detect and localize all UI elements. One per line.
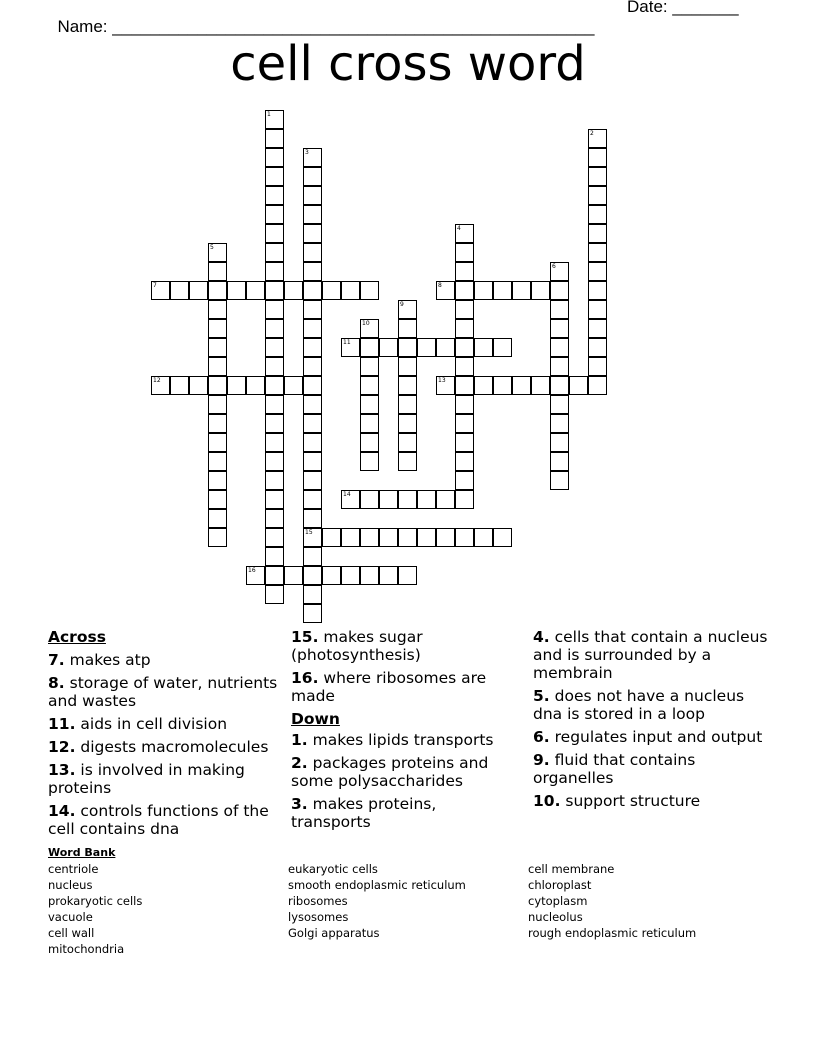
grid-cell[interactable] xyxy=(303,528,322,547)
grid-cell[interactable] xyxy=(303,585,322,604)
grid-cell[interactable] xyxy=(208,357,227,376)
grid-cell[interactable] xyxy=(265,528,284,547)
grid-cell[interactable] xyxy=(208,490,227,509)
grid-cell[interactable] xyxy=(455,319,474,338)
grid-cell[interactable] xyxy=(208,300,227,319)
word-bank-item: lysosomes xyxy=(288,910,349,924)
grid-cell[interactable] xyxy=(208,414,227,433)
grid-cell[interactable] xyxy=(398,395,417,414)
grid-cell[interactable] xyxy=(303,319,322,338)
grid-cell[interactable] xyxy=(588,357,607,376)
clue-down-6: 6. regulates input and output xyxy=(533,728,763,746)
grid-cell[interactable] xyxy=(398,452,417,471)
grid-cell[interactable] xyxy=(170,376,189,395)
grid-cell[interactable] xyxy=(550,262,569,281)
grid-cell[interactable] xyxy=(398,300,417,319)
across-heading: Across xyxy=(48,628,106,646)
word-bank-item: rough endoplasmic reticulum xyxy=(528,926,697,940)
grid-cell[interactable] xyxy=(512,281,531,300)
grid-cell[interactable] xyxy=(265,566,284,585)
grid-cell[interactable] xyxy=(303,547,322,566)
grid-cell[interactable] xyxy=(303,604,322,623)
grid-cell[interactable] xyxy=(455,376,474,395)
grid-cell[interactable] xyxy=(246,376,265,395)
clue-down-5: 5. does not have a nucleus dna is stored in a loop xyxy=(533,687,745,723)
grid-cell[interactable] xyxy=(265,414,284,433)
word-bank-item: cytoplasm xyxy=(528,894,588,908)
clues-column-3 xyxy=(533,628,773,815)
grid-cell[interactable] xyxy=(208,319,227,338)
grid-cell[interactable] xyxy=(170,281,189,300)
grid-cell[interactable] xyxy=(379,528,398,547)
grid-cell[interactable] xyxy=(455,471,474,490)
grid-cell[interactable] xyxy=(455,452,474,471)
grid-cell[interactable] xyxy=(303,262,322,281)
word-bank-item: nucleolus xyxy=(528,910,583,924)
grid-clue-number: 13 xyxy=(438,377,446,384)
grid-cell[interactable] xyxy=(208,433,227,452)
clue-down-4: 4. cells that contain a nucleus and is surrounded by a membrain xyxy=(533,628,768,682)
grid-cell[interactable] xyxy=(360,319,379,338)
word-bank-item: vacuole xyxy=(48,910,93,924)
word-bank-item: smooth endoplasmic reticulum xyxy=(288,878,466,892)
grid-cell[interactable] xyxy=(265,585,284,604)
grid-clue-number: 10 xyxy=(362,320,370,327)
grid-cell[interactable] xyxy=(455,395,474,414)
grid-cell[interactable] xyxy=(398,490,417,509)
grid-clue-number: 9 xyxy=(400,301,404,308)
grid-cell[interactable] xyxy=(208,262,227,281)
grid-cell[interactable] xyxy=(588,167,607,186)
clue-across-11: 11. aids in cell division xyxy=(48,715,228,733)
grid-cell[interactable] xyxy=(379,490,398,509)
grid-cell[interactable] xyxy=(151,281,170,300)
grid-cell[interactable] xyxy=(341,338,360,357)
grid-cell[interactable] xyxy=(550,471,569,490)
grid-clue-number: 1 xyxy=(267,111,271,118)
grid-cell[interactable] xyxy=(265,357,284,376)
grid-cell[interactable] xyxy=(550,376,569,395)
grid-cell[interactable] xyxy=(303,490,322,509)
grid-cell[interactable] xyxy=(531,376,550,395)
grid-cell[interactable] xyxy=(493,338,512,357)
grid-cell[interactable] xyxy=(265,509,284,528)
grid-cell[interactable] xyxy=(303,357,322,376)
grid-cell[interactable] xyxy=(417,338,436,357)
grid-cell[interactable] xyxy=(189,376,208,395)
grid-cell[interactable] xyxy=(303,205,322,224)
word-bank-title: Word Bank xyxy=(48,846,116,859)
grid-cell[interactable] xyxy=(455,528,474,547)
grid-cell[interactable] xyxy=(265,319,284,338)
grid-cell[interactable] xyxy=(398,319,417,338)
grid-cell[interactable] xyxy=(493,376,512,395)
grid-cell[interactable] xyxy=(360,281,379,300)
clues-column-1 xyxy=(48,628,280,843)
grid-cell[interactable] xyxy=(398,376,417,395)
grid-cell[interactable] xyxy=(417,528,436,547)
grid-cell[interactable] xyxy=(455,490,474,509)
grid-cell[interactable] xyxy=(208,452,227,471)
grid-cell[interactable] xyxy=(360,490,379,509)
grid-cell[interactable] xyxy=(265,395,284,414)
clue-across-14: 14. controls functions of the cell contains dna xyxy=(48,802,269,838)
word-bank-item: Golgi apparatus xyxy=(288,926,380,940)
word-bank-item: nucleus xyxy=(48,878,93,892)
grid-cell[interactable] xyxy=(455,300,474,319)
grid-cell[interactable] xyxy=(265,262,284,281)
grid-cell[interactable] xyxy=(588,319,607,338)
clues-column-2 xyxy=(291,628,516,836)
word-bank-column-3 xyxy=(528,861,696,941)
grid-cell[interactable] xyxy=(474,338,493,357)
grid-cell[interactable] xyxy=(550,433,569,452)
clue-across-12: 12. digests macromolecules xyxy=(48,738,269,756)
grid-cell[interactable] xyxy=(455,433,474,452)
grid-cell[interactable] xyxy=(341,566,360,585)
grid-cell[interactable] xyxy=(398,528,417,547)
grid-cell[interactable] xyxy=(303,471,322,490)
grid-cell[interactable] xyxy=(398,566,417,585)
grid-clue-number: 5 xyxy=(210,244,214,251)
grid-cell[interactable] xyxy=(436,528,455,547)
grid-cell[interactable] xyxy=(227,281,246,300)
grid-cell[interactable] xyxy=(341,490,360,509)
clue-down-10: 10. support structure xyxy=(533,792,701,810)
grid-cell[interactable] xyxy=(569,376,588,395)
grid-cell[interactable] xyxy=(398,414,417,433)
down-heading: Down xyxy=(291,710,340,728)
grid-clue-number: 6 xyxy=(552,263,556,270)
grid-cell[interactable] xyxy=(265,433,284,452)
grid-cell[interactable] xyxy=(550,414,569,433)
grid-cell[interactable] xyxy=(303,452,322,471)
grid-cell[interactable] xyxy=(303,148,322,167)
grid-cell[interactable] xyxy=(360,433,379,452)
grid-cell[interactable] xyxy=(512,376,531,395)
grid-cell[interactable] xyxy=(284,376,303,395)
grid-cell[interactable] xyxy=(265,167,284,186)
grid-cell[interactable] xyxy=(455,243,474,262)
name-field-label: Name: ___________________________________________________ xyxy=(57,17,595,36)
grid-cell[interactable] xyxy=(341,528,360,547)
grid-cell[interactable] xyxy=(284,566,303,585)
word-bank-column-2 xyxy=(288,861,466,941)
grid-cell[interactable] xyxy=(379,566,398,585)
grid-cell[interactable] xyxy=(550,319,569,338)
grid-cell[interactable] xyxy=(303,509,322,528)
grid-cell[interactable] xyxy=(303,186,322,205)
grid-cell[interactable] xyxy=(588,376,607,395)
grid-cell[interactable] xyxy=(360,414,379,433)
grid-cell[interactable] xyxy=(208,376,227,395)
grid-cell[interactable] xyxy=(322,528,341,547)
grid-clue-number: 11 xyxy=(343,339,351,346)
word-bank-column-1 xyxy=(48,845,142,957)
grid-cell[interactable] xyxy=(550,452,569,471)
grid-cell[interactable] xyxy=(341,281,360,300)
word-bank-item: cell membrane xyxy=(528,862,615,876)
grid-cell[interactable] xyxy=(455,224,474,243)
grid-cell[interactable] xyxy=(303,243,322,262)
grid-cell[interactable] xyxy=(246,281,265,300)
grid-cell[interactable] xyxy=(588,338,607,357)
grid-cell[interactable] xyxy=(360,357,379,376)
grid-cell[interactable] xyxy=(284,281,303,300)
word-bank-item: chloroplast xyxy=(528,878,592,892)
word-bank-item: cell wall xyxy=(48,926,95,940)
grid-cell[interactable] xyxy=(360,395,379,414)
grid-cell[interactable] xyxy=(455,357,474,376)
grid-cell[interactable] xyxy=(550,281,569,300)
grid-cell[interactable] xyxy=(436,490,455,509)
grid-cell[interactable] xyxy=(588,243,607,262)
grid-cell[interactable] xyxy=(360,452,379,471)
grid-cell[interactable] xyxy=(303,395,322,414)
clue-across-8: 8. storage of water, nutrients and wastes xyxy=(48,674,278,710)
grid-cell[interactable] xyxy=(360,338,379,357)
grid-cell[interactable] xyxy=(265,452,284,471)
grid-clue-number: 14 xyxy=(343,491,351,498)
grid-cell[interactable] xyxy=(550,357,569,376)
grid-cell[interactable] xyxy=(303,300,322,319)
grid-clue-number: 4 xyxy=(457,225,461,232)
clue-across-13: 13. is involved in making proteins xyxy=(48,761,245,797)
grid-cell[interactable] xyxy=(550,300,569,319)
grid-cell[interactable] xyxy=(474,281,493,300)
grid-cell[interactable] xyxy=(303,566,322,585)
grid-cell[interactable] xyxy=(588,148,607,167)
grid-cell[interactable] xyxy=(455,338,474,357)
grid-cell[interactable] xyxy=(588,205,607,224)
grid-cell[interactable] xyxy=(303,281,322,300)
grid-clue-number: 8 xyxy=(438,282,442,289)
grid-cell[interactable] xyxy=(436,338,455,357)
grid-cell[interactable] xyxy=(303,224,322,243)
grid-clue-number: 12 xyxy=(153,377,161,384)
grid-cell[interactable] xyxy=(265,243,284,262)
grid-cell[interactable] xyxy=(303,433,322,452)
grid-cell[interactable] xyxy=(303,414,322,433)
grid-cell[interactable] xyxy=(493,528,512,547)
grid-cell[interactable] xyxy=(436,281,455,300)
grid-cell[interactable] xyxy=(265,547,284,566)
grid-cell[interactable] xyxy=(360,566,379,585)
grid-cell[interactable] xyxy=(265,205,284,224)
grid-cell[interactable] xyxy=(265,186,284,205)
grid-cell[interactable] xyxy=(208,471,227,490)
grid-clue-number: 15 xyxy=(305,529,313,536)
grid-cell[interactable] xyxy=(398,433,417,452)
grid-clue-number: 7 xyxy=(153,282,157,289)
grid-cell[interactable] xyxy=(265,300,284,319)
grid-cell[interactable] xyxy=(265,376,284,395)
grid-cell[interactable] xyxy=(455,414,474,433)
grid-cell[interactable] xyxy=(246,566,265,585)
grid-clue-number: 2 xyxy=(590,130,594,137)
puzzle-title: cell cross word xyxy=(230,36,586,92)
grid-cell[interactable] xyxy=(208,509,227,528)
clue-across-7: 7. makes atp xyxy=(48,651,151,669)
grid-cell[interactable] xyxy=(588,129,607,148)
word-bank-item: mitochondria xyxy=(48,942,125,956)
grid-cell[interactable] xyxy=(265,129,284,148)
grid-cell[interactable] xyxy=(588,262,607,281)
grid-cell[interactable] xyxy=(360,528,379,547)
clue-down-3: 3. makes proteins, transports xyxy=(291,795,437,831)
grid-cell[interactable] xyxy=(208,528,227,547)
word-bank-item: ribosomes xyxy=(288,894,348,908)
word-bank-item: eukaryotic cells xyxy=(288,862,378,876)
grid-cell[interactable] xyxy=(208,338,227,357)
grid-cell[interactable] xyxy=(455,262,474,281)
grid-cell[interactable] xyxy=(474,376,493,395)
grid-cell[interactable] xyxy=(208,243,227,262)
grid-cell[interactable] xyxy=(322,566,341,585)
grid-cell[interactable] xyxy=(398,357,417,376)
clue-down-1: 1. makes lipids transports xyxy=(291,731,494,749)
clue-across-16: 16. where ribosomes are made xyxy=(291,669,487,705)
grid-cell[interactable] xyxy=(550,338,569,357)
grid-cell[interactable] xyxy=(531,281,550,300)
grid-cell[interactable] xyxy=(493,281,512,300)
grid-cell[interactable] xyxy=(303,376,322,395)
grid-cell[interactable] xyxy=(265,490,284,509)
grid-cell[interactable] xyxy=(208,395,227,414)
grid-clue-number: 16 xyxy=(248,567,256,574)
grid-cell[interactable] xyxy=(588,300,607,319)
grid-cell[interactable] xyxy=(550,395,569,414)
grid-cell[interactable] xyxy=(398,338,417,357)
grid-cell[interactable] xyxy=(303,167,322,186)
grid-cell[interactable] xyxy=(265,224,284,243)
clue-down-2: 2. packages proteins and some polysaccharides xyxy=(291,754,489,790)
grid-cell[interactable] xyxy=(151,376,170,395)
grid-cell[interactable] xyxy=(189,281,208,300)
grid-cell[interactable] xyxy=(360,376,379,395)
grid-cell[interactable] xyxy=(265,281,284,300)
clue-across-15: 15. makes sugar (photosynthesis) xyxy=(291,628,423,664)
grid-cell[interactable] xyxy=(265,148,284,167)
grid-cell[interactable] xyxy=(436,376,455,395)
word-bank-item: centriole xyxy=(48,862,99,876)
grid-cell[interactable] xyxy=(588,281,607,300)
grid-cell[interactable] xyxy=(417,490,436,509)
grid-cell[interactable] xyxy=(455,281,474,300)
grid-cell[interactable] xyxy=(208,281,227,300)
date-field-label: Date: _______ xyxy=(627,0,739,16)
grid-cell[interactable] xyxy=(322,281,341,300)
grid-cell[interactable] xyxy=(474,528,493,547)
grid-cell[interactable] xyxy=(588,186,607,205)
grid-cell[interactable] xyxy=(265,471,284,490)
grid-cell[interactable] xyxy=(588,224,607,243)
grid-clue-number: 3 xyxy=(305,149,309,156)
grid-cell[interactable] xyxy=(265,338,284,357)
grid-cell[interactable] xyxy=(227,376,246,395)
grid-cell[interactable] xyxy=(303,338,322,357)
grid-cell[interactable] xyxy=(379,338,398,357)
clue-down-9: 9. fluid that contains organelles xyxy=(533,751,696,787)
grid-cell[interactable] xyxy=(265,110,284,129)
word-bank-item: prokaryotic cells xyxy=(48,894,143,908)
